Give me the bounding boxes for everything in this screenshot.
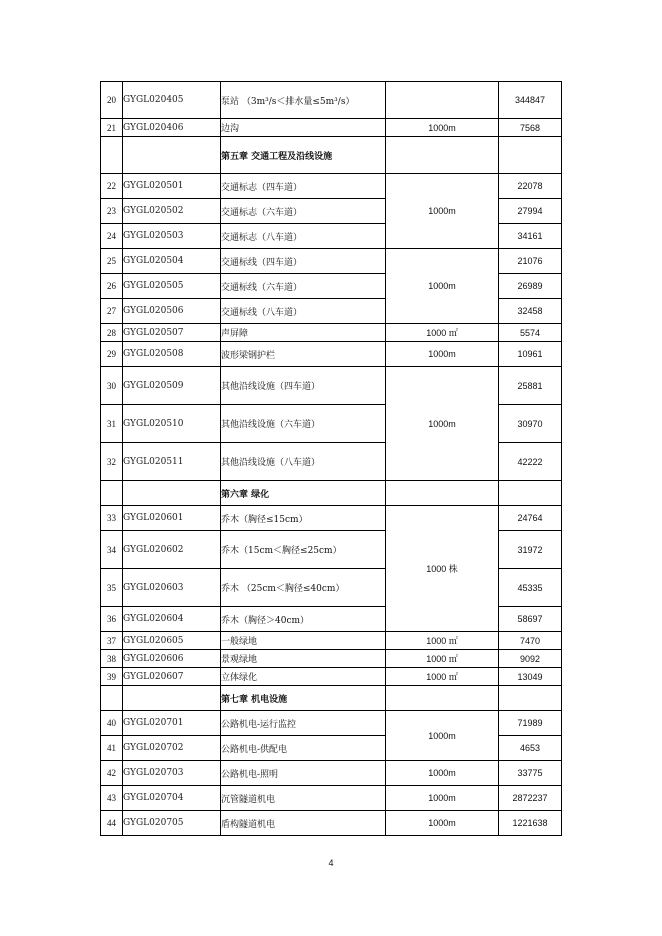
table-row — [101, 174, 562, 199]
value-cell: 4653 — [499, 736, 562, 761]
item-code: GYGL020511 — [123, 443, 221, 481]
item-name: 交通标志（四车道） — [221, 174, 386, 199]
row-number: 38 — [101, 650, 123, 668]
value-cell: 5574 — [499, 324, 562, 342]
item-code: GYGL020607 — [123, 668, 221, 686]
value-cell: 58697 — [499, 607, 562, 632]
quota-table — [100, 81, 562, 836]
table-row — [101, 811, 562, 836]
item-name: 沉管隧道机电 — [221, 786, 386, 811]
value-cell: 25881 — [499, 367, 562, 405]
unit-cell — [386, 481, 499, 506]
value-cell: 24764 — [499, 506, 562, 531]
row-number: 21 — [101, 119, 123, 137]
value-cell: 344847 — [499, 82, 562, 119]
item-name: 乔木（胸径≤15cm） — [221, 506, 386, 531]
item-name: 泵站 （3m³/s＜排水量≤5m³/s） — [221, 82, 386, 119]
table-row — [101, 632, 562, 650]
unit-cell: 1000m — [386, 367, 499, 481]
item-code: GYGL020705 — [123, 811, 221, 836]
row-number: 41 — [101, 736, 123, 761]
table-row — [101, 249, 562, 274]
item-name: 交通标志（六车道） — [221, 199, 386, 224]
table-row — [101, 506, 562, 531]
table-row — [101, 711, 562, 736]
value-cell — [499, 137, 562, 174]
value-cell: 2872237 — [499, 786, 562, 811]
row-number: 30 — [101, 367, 123, 405]
item-code: GYGL020506 — [123, 299, 221, 324]
item-code — [123, 137, 221, 174]
chapter-title: 第五章 交通工程及沿线设施 — [221, 137, 386, 174]
unit-cell — [386, 686, 499, 711]
item-name: 盾构隧道机电 — [221, 811, 386, 836]
row-number: 35 — [101, 569, 123, 607]
item-name: 交通标线（八车道） — [221, 299, 386, 324]
item-name: 公路机电-运行监控 — [221, 711, 386, 736]
item-name: 其他沿线设施（八车道） — [221, 443, 386, 481]
item-code: GYGL020703 — [123, 761, 221, 786]
item-name: 一般绿地 — [221, 632, 386, 650]
item-name: 交通标线（六车道） — [221, 274, 386, 299]
row-number — [101, 137, 123, 174]
item-code: GYGL020505 — [123, 274, 221, 299]
item-code: GYGL020405 — [123, 82, 221, 119]
table-row — [101, 367, 562, 405]
value-cell: 10961 — [499, 342, 562, 367]
item-code: GYGL020510 — [123, 405, 221, 443]
unit-cell — [386, 137, 499, 174]
row-number: 29 — [101, 342, 123, 367]
row-number: 40 — [101, 711, 123, 736]
item-code: GYGL020603 — [123, 569, 221, 607]
value-cell: 26989 — [499, 274, 562, 299]
row-number — [101, 481, 123, 506]
item-code: GYGL020503 — [123, 224, 221, 249]
row-number: 32 — [101, 443, 123, 481]
value-cell — [499, 686, 562, 711]
row-number: 39 — [101, 668, 123, 686]
row-number: 33 — [101, 506, 123, 531]
value-cell — [499, 481, 562, 506]
table-row — [101, 119, 562, 137]
item-code: GYGL020605 — [123, 632, 221, 650]
unit-cell: 1000m — [386, 761, 499, 786]
row-number: 25 — [101, 249, 123, 274]
value-cell: 7470 — [499, 632, 562, 650]
item-name: 其他沿线设施（四车道） — [221, 367, 386, 405]
unit-cell: 1000m — [386, 811, 499, 836]
row-number: 22 — [101, 174, 123, 199]
unit-cell: 1000m — [386, 786, 499, 811]
row-number: 20 — [101, 82, 123, 119]
value-cell: 13049 — [499, 668, 562, 686]
value-cell: 31972 — [499, 531, 562, 569]
value-cell: 71989 — [499, 711, 562, 736]
row-number: 24 — [101, 224, 123, 249]
value-cell: 30970 — [499, 405, 562, 443]
row-number: 36 — [101, 607, 123, 632]
item-name: 乔木（15cm＜胸径≤25cm） — [221, 531, 386, 569]
row-number: 42 — [101, 761, 123, 786]
item-name: 其他沿线设施（六车道） — [221, 405, 386, 443]
item-code: GYGL020602 — [123, 531, 221, 569]
table-row — [101, 342, 562, 367]
value-cell: 7568 — [499, 119, 562, 137]
unit-cell: 1000m — [386, 711, 499, 761]
unit-cell — [386, 82, 499, 119]
row-number: 27 — [101, 299, 123, 324]
item-name: 波形梁钢护栏 — [221, 342, 386, 367]
row-number: 31 — [101, 405, 123, 443]
item-code: GYGL020606 — [123, 650, 221, 668]
unit-cell: 1000m — [386, 342, 499, 367]
item-code: GYGL020604 — [123, 607, 221, 632]
quota-table-body — [101, 82, 562, 836]
row-number: 43 — [101, 786, 123, 811]
table-row — [101, 82, 562, 119]
item-code: GYGL020702 — [123, 736, 221, 761]
row-number: 44 — [101, 811, 123, 836]
value-cell: 34161 — [499, 224, 562, 249]
row-number: 28 — [101, 324, 123, 342]
item-code: GYGL020601 — [123, 506, 221, 531]
unit-cell: 1000m — [386, 174, 499, 249]
table-row — [101, 324, 562, 342]
item-name: 公路机电-照明 — [221, 761, 386, 786]
table-row — [101, 761, 562, 786]
item-name: 乔木（胸径＞40cm） — [221, 607, 386, 632]
unit-cell: 1000 ㎡ — [386, 632, 499, 650]
unit-cell: 1000 ㎡ — [386, 668, 499, 686]
item-code — [123, 686, 221, 711]
row-number: 23 — [101, 199, 123, 224]
table-row — [101, 786, 562, 811]
value-cell: 21076 — [499, 249, 562, 274]
item-code: GYGL020704 — [123, 786, 221, 811]
value-cell: 32458 — [499, 299, 562, 324]
item-name: 乔木 （25cm＜胸径≤40cm） — [221, 569, 386, 607]
table-row — [101, 650, 562, 668]
unit-cell: 1000m — [386, 119, 499, 137]
table-row — [101, 668, 562, 686]
item-code: GYGL020507 — [123, 324, 221, 342]
unit-cell: 1000 ㎡ — [386, 650, 499, 668]
chapter-header-row — [101, 137, 562, 174]
row-number: 34 — [101, 531, 123, 569]
item-name: 边沟 — [221, 119, 386, 137]
row-number — [101, 686, 123, 711]
item-code: GYGL020502 — [123, 199, 221, 224]
page-number: 4 — [328, 858, 334, 868]
value-cell: 42222 — [499, 443, 562, 481]
value-cell: 9092 — [499, 650, 562, 668]
item-name: 交通标线（四车道） — [221, 249, 386, 274]
unit-cell: 1000 株 — [386, 506, 499, 632]
value-cell: 27994 — [499, 199, 562, 224]
value-cell: 22078 — [499, 174, 562, 199]
item-code: GYGL020501 — [123, 174, 221, 199]
item-name: 景观绿地 — [221, 650, 386, 668]
item-code: GYGL020504 — [123, 249, 221, 274]
item-name: 交通标志（八车道） — [221, 224, 386, 249]
item-code — [123, 481, 221, 506]
item-name: 公路机电-供配电 — [221, 736, 386, 761]
unit-cell: 1000m — [386, 249, 499, 324]
item-code: GYGL020701 — [123, 711, 221, 736]
item-name: 声屏障 — [221, 324, 386, 342]
item-code: GYGL020508 — [123, 342, 221, 367]
item-code: GYGL020509 — [123, 367, 221, 405]
chapter-header-row — [101, 686, 562, 711]
value-cell: 1221638 — [499, 811, 562, 836]
item-code: GYGL020406 — [123, 119, 221, 137]
value-cell: 45335 — [499, 569, 562, 607]
chapter-header-row — [101, 481, 562, 506]
item-name: 立体绿化 — [221, 668, 386, 686]
value-cell: 33775 — [499, 761, 562, 786]
row-number: 37 — [101, 632, 123, 650]
row-number: 26 — [101, 274, 123, 299]
unit-cell: 1000 ㎡ — [386, 324, 499, 342]
chapter-title: 第七章 机电设施 — [221, 686, 386, 711]
chapter-title: 第六章 绿化 — [221, 481, 386, 506]
